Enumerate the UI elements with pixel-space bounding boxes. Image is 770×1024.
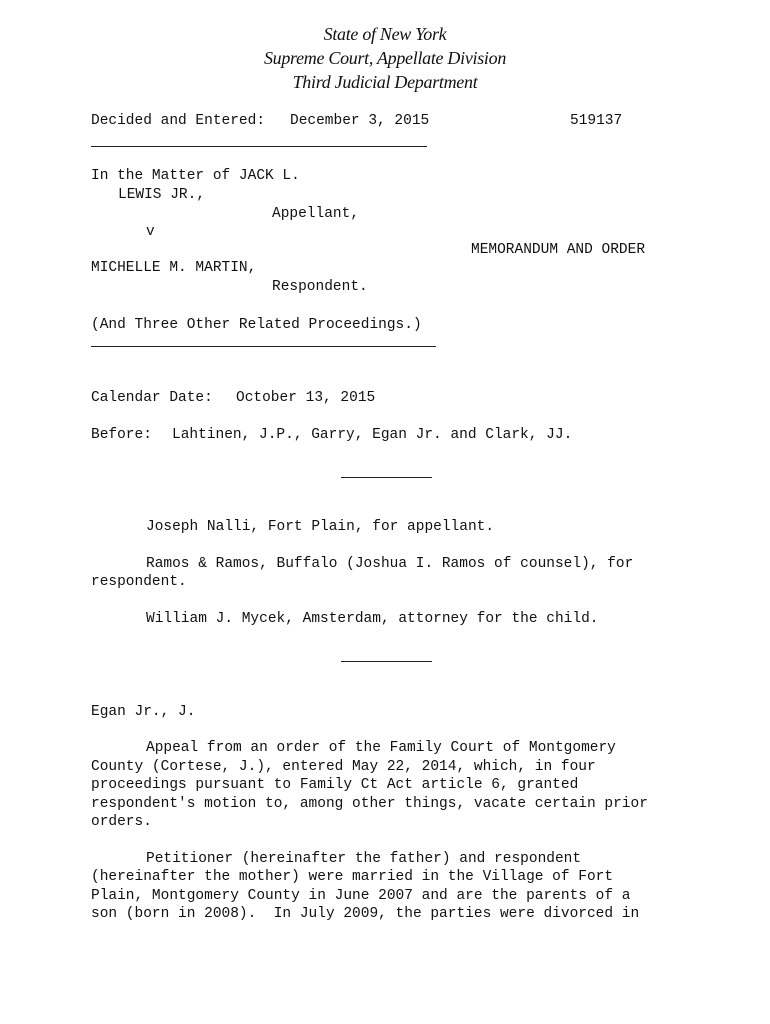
- caption-bottom-rule: [91, 346, 436, 347]
- matter-line-2: LEWIS JR.,: [118, 187, 206, 203]
- body-line: son (born in 2008). In July 2009, the parties were divorced in: [91, 906, 640, 922]
- body-line: respondent's motion to, among other things, vacate certain prior: [91, 796, 648, 812]
- body-line: orders.: [91, 814, 152, 830]
- opinion-author: Egan Jr., J.: [91, 704, 196, 720]
- caption-top-rule: [91, 146, 427, 147]
- court-department: Third Judicial Department: [292, 72, 478, 92]
- versus: v: [146, 224, 155, 240]
- calendar-label: Calendar Date:: [91, 390, 213, 406]
- appellant-counsel: Joseph Nalli, Fort Plain, for appellant.: [146, 519, 495, 535]
- section-divider: [341, 477, 432, 478]
- respondent-name: MICHELLE M. MARTIN,: [91, 260, 257, 276]
- body-line: Petitioner (hereinafter the father) and respondent: [146, 851, 582, 867]
- respondent-counsel-cont: respondent.: [91, 574, 187, 590]
- body-line: proceedings pursuant to Family Ct Act article 6, granted: [91, 777, 579, 793]
- decided-label: Decided and Entered:: [91, 113, 266, 129]
- matter-line-1: In the Matter of JACK L.: [91, 168, 300, 184]
- body-line: County (Cortese, J.), entered May 22, 2014, which, in four: [91, 759, 596, 775]
- court-division: Supreme Court, Appellate Division: [263, 48, 507, 68]
- body-line: Plain, Montgomery County in June 2007 and are the parents of a: [91, 888, 631, 904]
- body-line: Appeal from an order of the Family Court of Montgomery: [146, 740, 616, 756]
- court-name: State of New York: [323, 24, 447, 44]
- appellant-role: Appellant,: [272, 206, 360, 222]
- body-line: (hereinafter the mother) were married in the Village of Fort: [91, 869, 614, 885]
- order-type: MEMORANDUM AND ORDER: [471, 242, 646, 258]
- decided-date: December 3, 2015: [290, 113, 430, 129]
- panel-judges: Lahtinen, J.P., Garry, Egan Jr. and Clark, JJ.: [172, 427, 573, 443]
- respondent-role: Respondent.: [272, 279, 368, 295]
- child-attorney: William J. Mycek, Amsterdam, attorney for the child.: [146, 611, 599, 627]
- calendar-date: October 13, 2015: [236, 390, 376, 406]
- related-proceedings: (And Three Other Related Proceedings.): [91, 317, 422, 333]
- section-divider: [341, 661, 432, 662]
- before-label: Before:: [91, 427, 152, 443]
- respondent-counsel: Ramos & Ramos, Buffalo (Joshua I. Ramos of counsel), for: [146, 556, 634, 572]
- docket-number: 519137: [570, 113, 623, 129]
